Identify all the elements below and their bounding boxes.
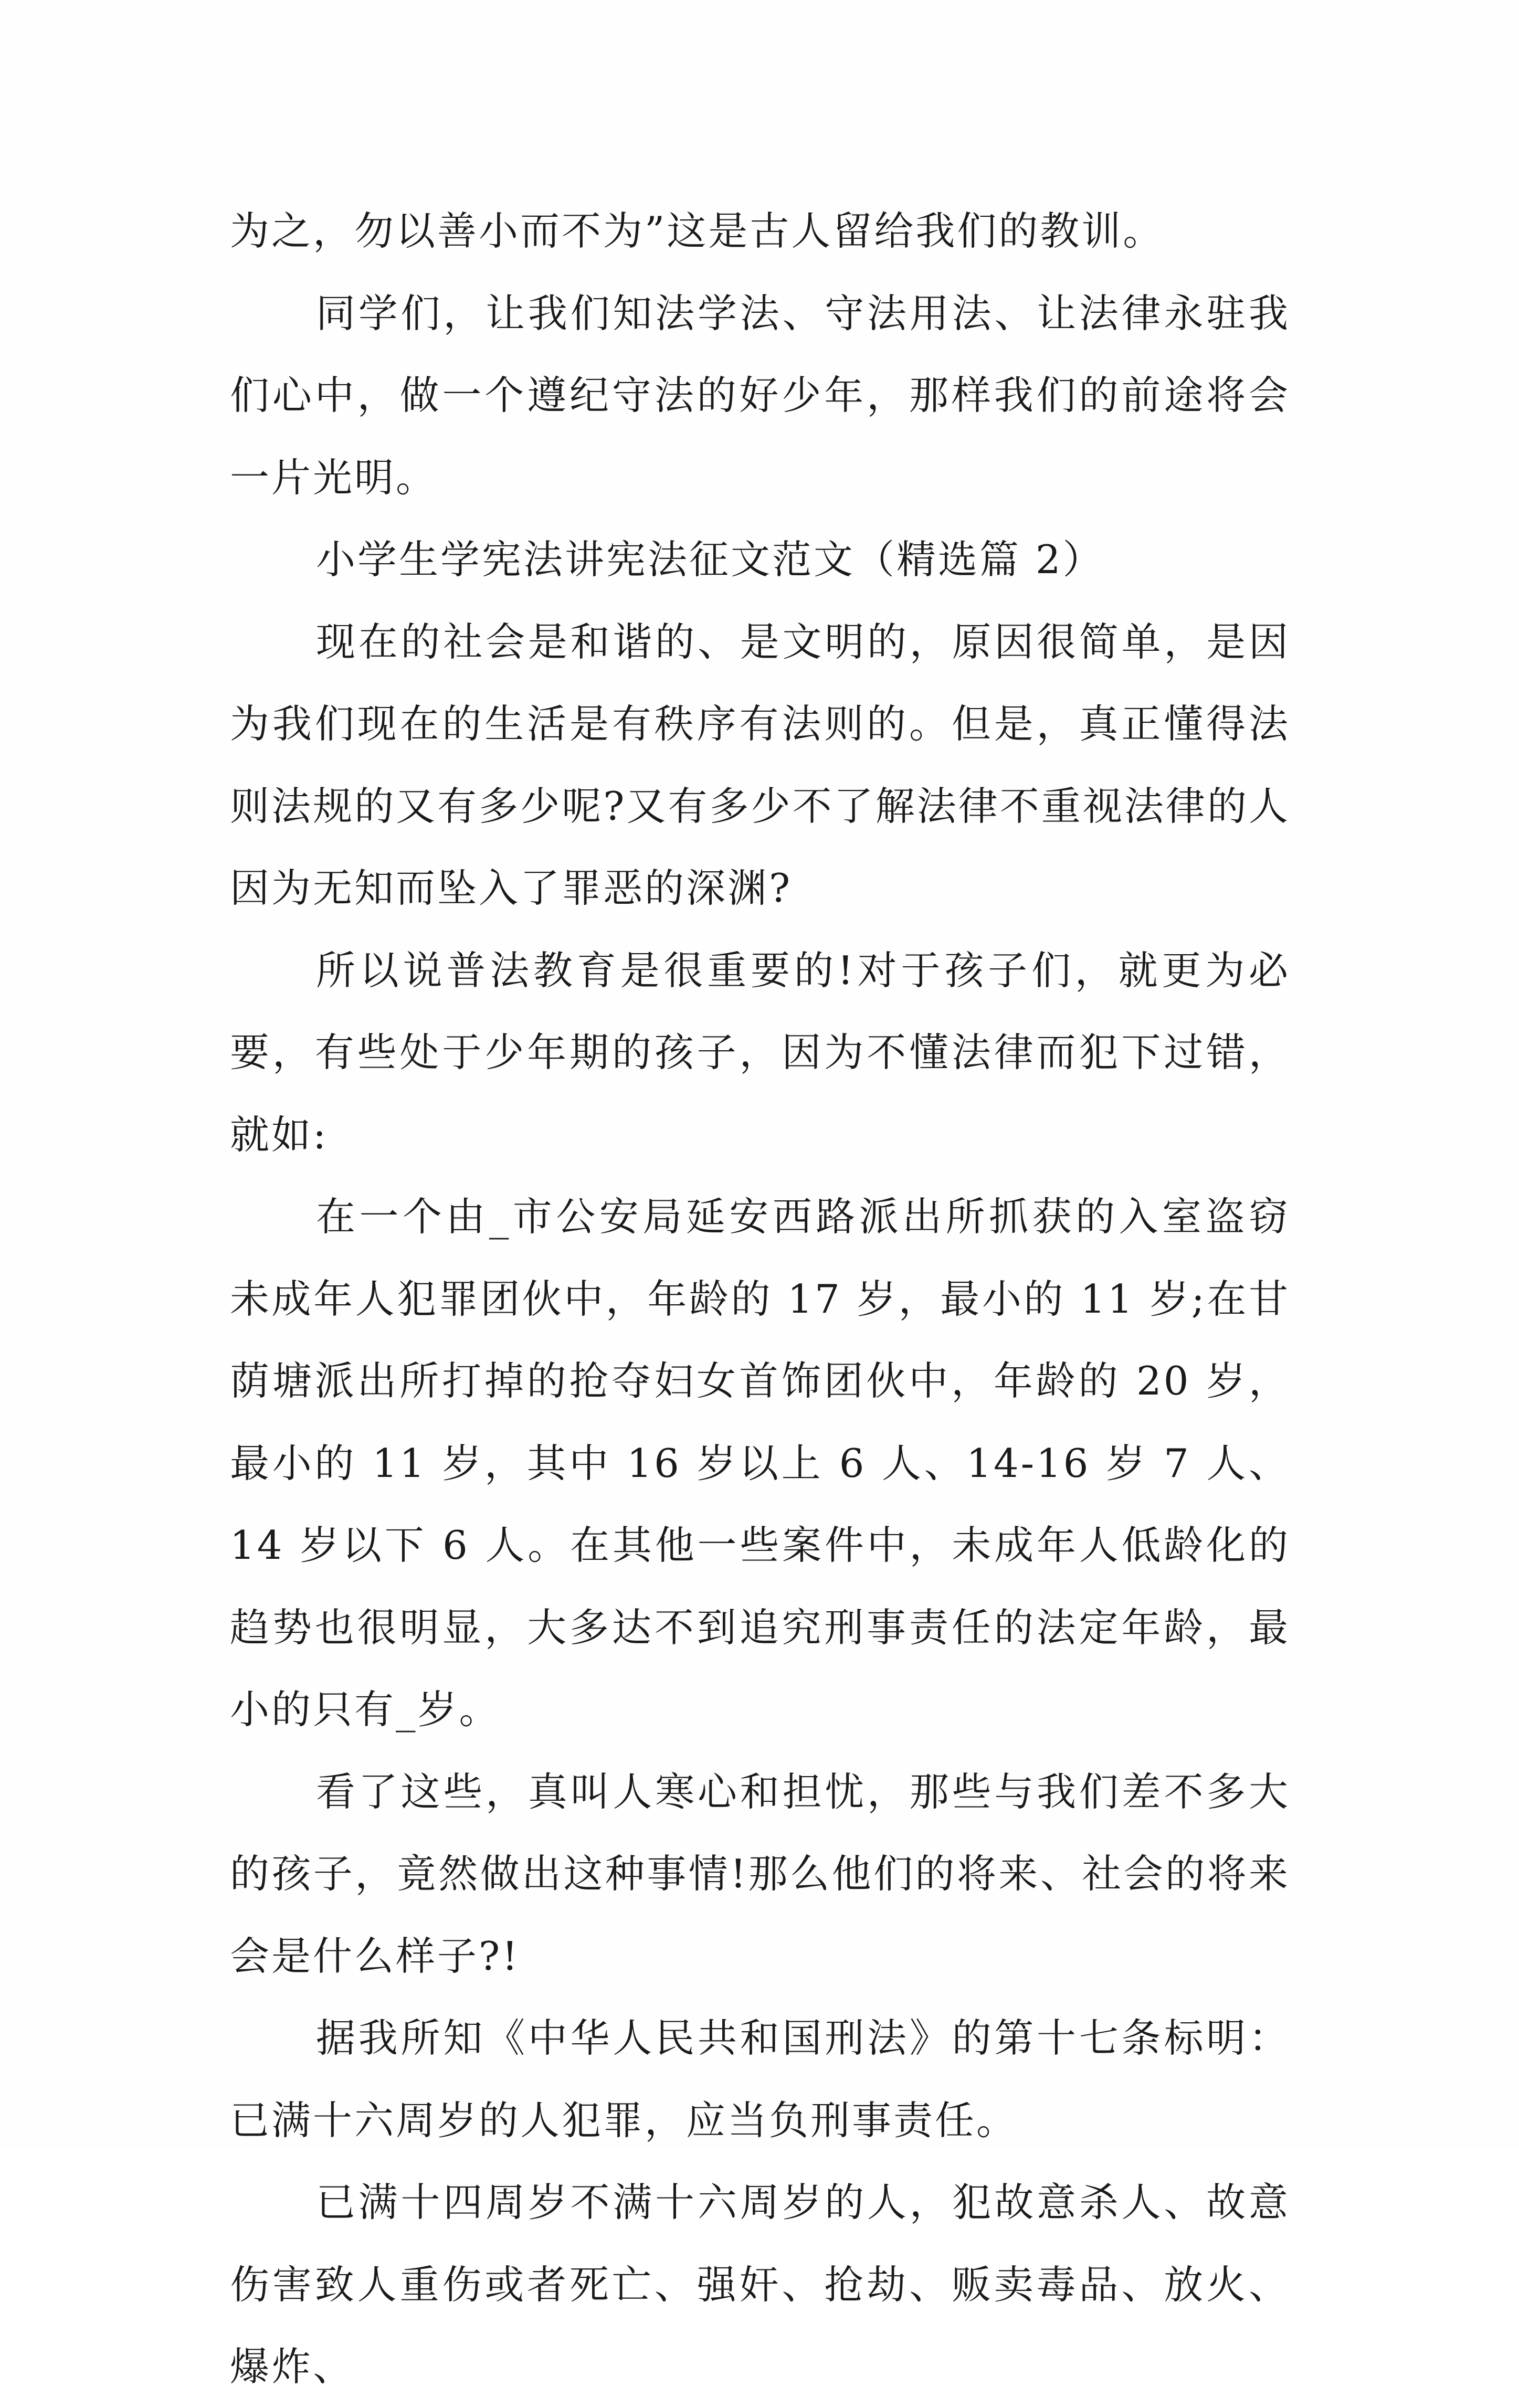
paragraph: 看了这些，真叫人寒心和担忧，那些与我们差不多大的孩子，竟然做出这种事情!那么他们的将来、社会的将来会是什么样子?! [230, 1768, 1290, 1979]
paragraph: 在一个由_市公安局延安西路派出所抓获的入室盗窃未成年人犯罪团伙中，年龄的 17 岁，最小的 11 岁;在甘荫塘派出所打掉的抢夺妇女首饰团伙中，年龄的 20 岁，最小的 11 岁，其中 16 岁以上 6 人、14-16 岁 7 人、14 岁以下 6 人。在其他一些案件中，未成年人低龄化的趋势也很明显，大多达不到追究刑事责任的法定年龄，最小的只有_岁。 [230, 1194, 1290, 1733]
paragraph: 所以说普法教育是很重要的!对于孩子们，就更为必要，有些处于少年期的孩子，因为不懂法律而犯下过错，就如: [230, 947, 1290, 1158]
paragraph: 据我所知《中华人民共和国刑法》的第十七条标明：已满十六周岁的人犯罪，应当负刑事责任。 [230, 2015, 1290, 2143]
paragraph: 现在的社会是和谐的、是文明的，原因很简单，是因为我们现在的生活是有秩序有法则的。但是，真正懂得法则法规的又有多少呢?又有多少不了解法律不重视法律的人因为无知而坠入了罪恶的深渊? [230, 618, 1290, 911]
section-heading: 小学生学宪法讲宪法征文范文（精选篇 2） [316, 536, 1104, 583]
paragraph: 已满十四周岁不满十六周岁的人，犯故意杀人、故意伤害致人重伤或者死亡、强奸、抢劫、贩卖毒品、放火、爆炸、 [230, 2179, 1290, 2390]
document-body [230, 190, 1290, 2408]
paragraph: 同学们，让我们知法学法、守法用法、让法律永驻我们心中，做一个遵纪守法的好少年，那样我们的前途将会一片光明。 [230, 290, 1290, 501]
paragraph-continuation: 为之，勿以善小而不为”这是古人留给我们的教训。 [230, 208, 1165, 254]
